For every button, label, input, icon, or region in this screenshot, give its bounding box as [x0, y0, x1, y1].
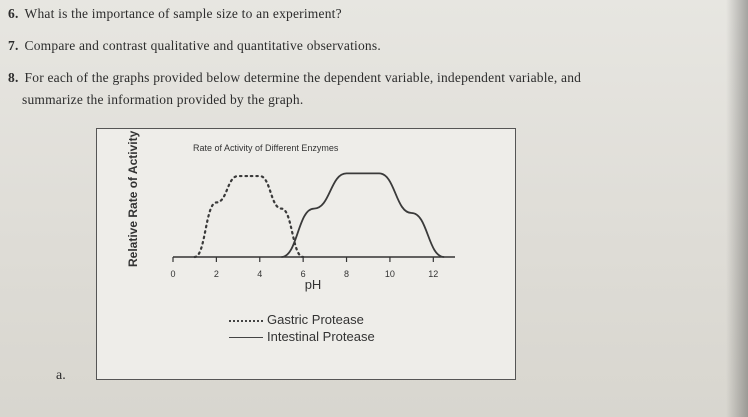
- legend-gastric: [229, 312, 364, 327]
- x-tick-label: 6: [300, 269, 306, 279]
- legend-dotted-marker: [229, 320, 263, 322]
- y-axis-label: Relative Rate of Activity: [126, 130, 140, 267]
- question-number: 8.: [8, 70, 19, 85]
- legend-solid-marker: [229, 337, 263, 338]
- legend-intestinal: [229, 329, 375, 344]
- series-layer: [195, 173, 444, 257]
- x-tick-label: 12: [428, 269, 439, 279]
- question-8: [8, 70, 581, 86]
- question-8-continuation: summarize the information provided by the graph.: [22, 92, 304, 107]
- question-7: [8, 38, 381, 54]
- chart-title: Rate of Activity of Different Enzymes: [193, 143, 339, 153]
- x-tick-label: 8: [344, 269, 350, 279]
- question-text: What is the importance of sample size to an experiment?: [24, 6, 342, 21]
- question-6: [8, 6, 342, 22]
- series-line-gastric-protease: [195, 176, 303, 257]
- question-number: 7.: [8, 38, 19, 53]
- page-shadow: [726, 0, 748, 417]
- x-axis-label: pH: [304, 277, 322, 292]
- legend-label: Intestinal Protease: [267, 329, 375, 344]
- series-line-intestinal-protease: [281, 173, 444, 257]
- x-tick-label: 10: [384, 269, 395, 279]
- graph-card: [96, 128, 516, 380]
- x-tick-label: 4: [257, 269, 263, 279]
- question-text: Compare and contrast qualitative and quantitative observations.: [24, 38, 381, 53]
- question-number: 6.: [8, 6, 19, 21]
- part-label: a.: [56, 368, 66, 383]
- x-tick-label: 0: [170, 269, 176, 279]
- x-tick-label: 2: [213, 269, 219, 279]
- question-text: For each of the graphs provided below determine the dependent variable, independent variable, and: [24, 70, 582, 85]
- legend-label: Gastric Protease: [267, 312, 364, 327]
- x-ticks: [170, 257, 438, 279]
